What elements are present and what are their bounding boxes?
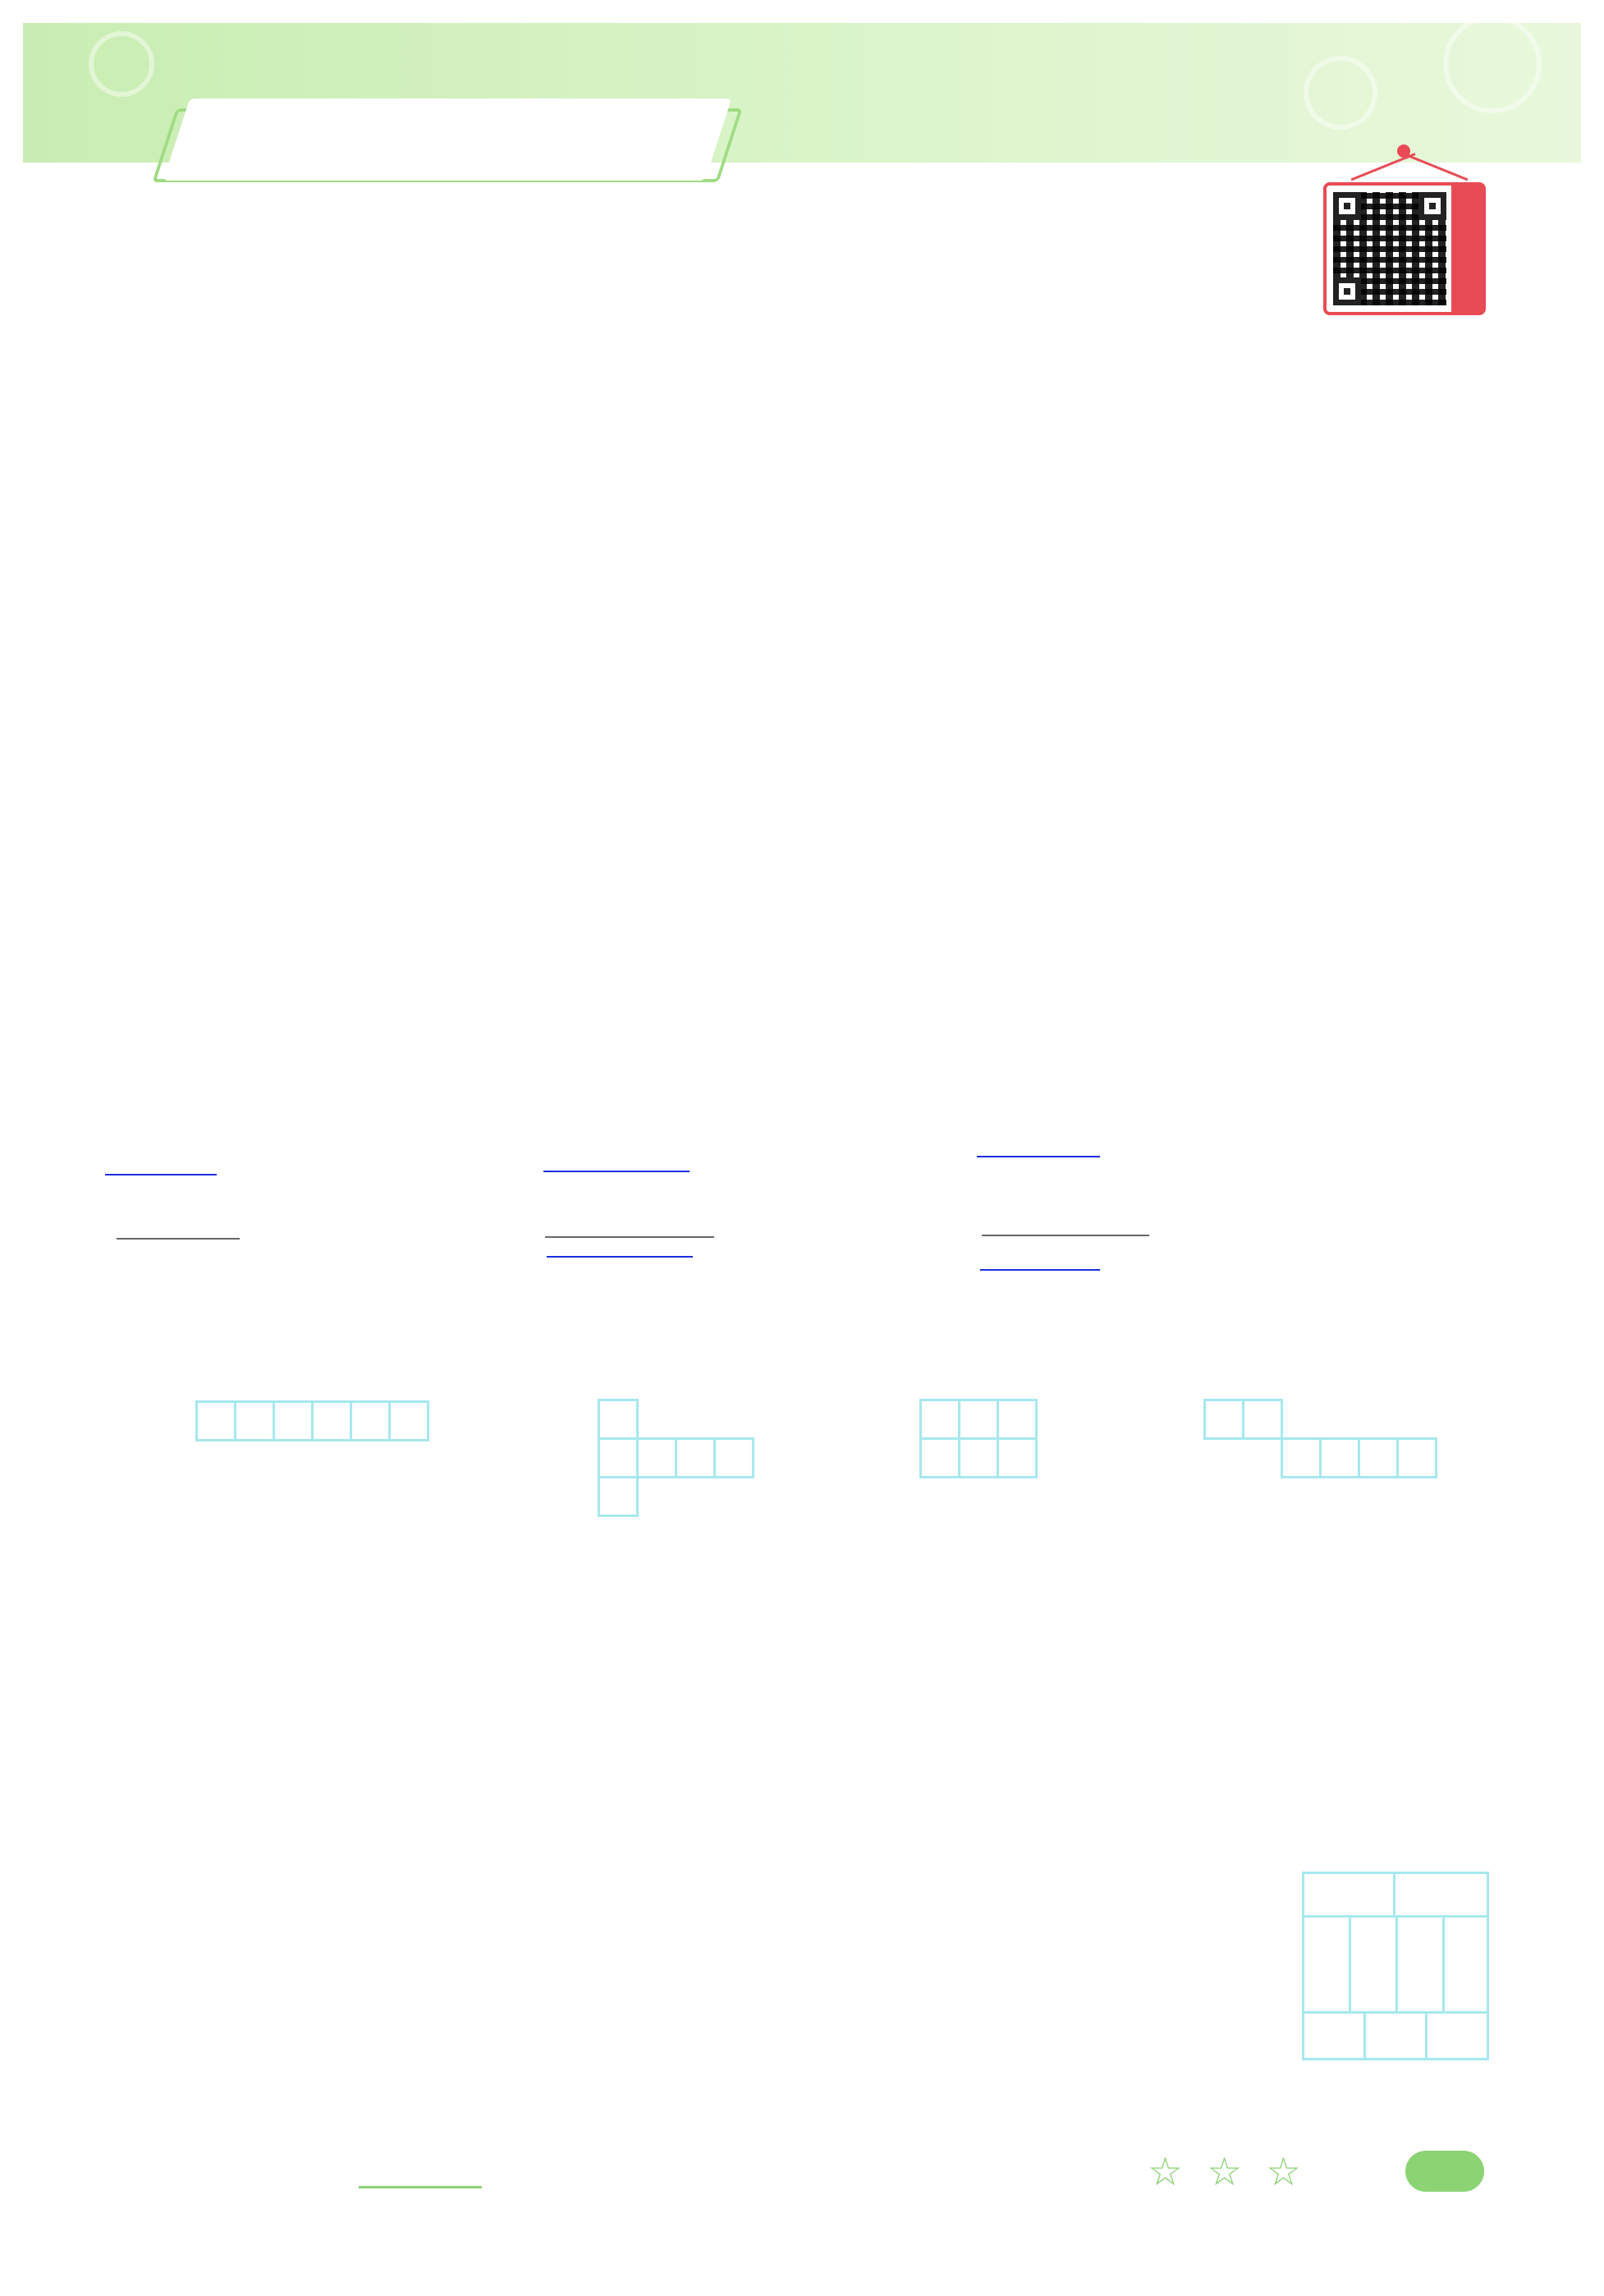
decor-circle: [89, 31, 154, 97]
qr-label: [1451, 186, 1483, 312]
work-rule: [105, 1174, 217, 1175]
equation: [726, 434, 816, 476]
square-cell: [273, 1400, 314, 1441]
equation: [726, 360, 816, 401]
square-cell: [958, 1437, 999, 1478]
page-number: [1405, 2151, 1484, 2192]
qr-code-icon: [1333, 192, 1446, 305]
decor-circle: [1304, 56, 1377, 130]
square-cell: [713, 1437, 754, 1478]
square-cell: [1396, 1437, 1437, 1478]
star-icon[interactable]: ☆: [1266, 2149, 1302, 2195]
square-cell: [675, 1437, 716, 1478]
square-cell: [195, 1400, 236, 1441]
question-1-heading: [115, 286, 130, 328]
question-3-heading: [115, 1323, 130, 1365]
qr-hanger-pin: [1397, 144, 1410, 158]
title-background: [163, 99, 731, 181]
work-rule: [547, 1256, 693, 1258]
square-cell: [388, 1400, 429, 1441]
square-cell: [598, 1399, 639, 1440]
footer-timing: [296, 2151, 539, 2188]
square-cell: [1203, 1399, 1244, 1440]
question-2-heading: [115, 957, 130, 999]
work-rule: [980, 1269, 1100, 1271]
square-cell: [598, 1476, 639, 1517]
work-rule: [982, 1235, 1149, 1236]
star-icon[interactable]: ☆: [1148, 2149, 1184, 2195]
star-icon[interactable]: ☆: [1207, 2149, 1243, 2195]
square-cell: [1242, 1399, 1283, 1440]
equation: [726, 733, 816, 775]
equation: [726, 882, 816, 924]
actual-time-input[interactable]: [359, 2159, 482, 2188]
equation: [726, 584, 816, 626]
square-cell: [234, 1400, 275, 1441]
work-rule: [977, 1156, 1100, 1157]
square-cell: [958, 1399, 999, 1440]
square-cell: [636, 1437, 677, 1478]
square-cell: [997, 1399, 1038, 1440]
equation: [726, 509, 816, 551]
question-4-heading: [115, 1770, 130, 1812]
square-cell: [919, 1399, 960, 1440]
equation: [726, 808, 816, 850]
rectangle-cell: [1302, 1872, 1489, 2060]
work-rule: [545, 1236, 714, 1238]
work-rule: [543, 1171, 690, 1172]
square-cell: [997, 1437, 1038, 1478]
square-cell: [350, 1400, 391, 1441]
square-cell: [1319, 1437, 1360, 1478]
decor-circle: [1443, 15, 1542, 113]
qr-code-card[interactable]: [1323, 182, 1486, 315]
square-cell: [1281, 1437, 1322, 1478]
square-cell: [311, 1400, 352, 1441]
square-cell: [598, 1437, 639, 1478]
square-cell: [1358, 1437, 1399, 1478]
square-cell: [919, 1437, 960, 1478]
work-rule: [117, 1238, 240, 1240]
equation: [726, 658, 816, 700]
